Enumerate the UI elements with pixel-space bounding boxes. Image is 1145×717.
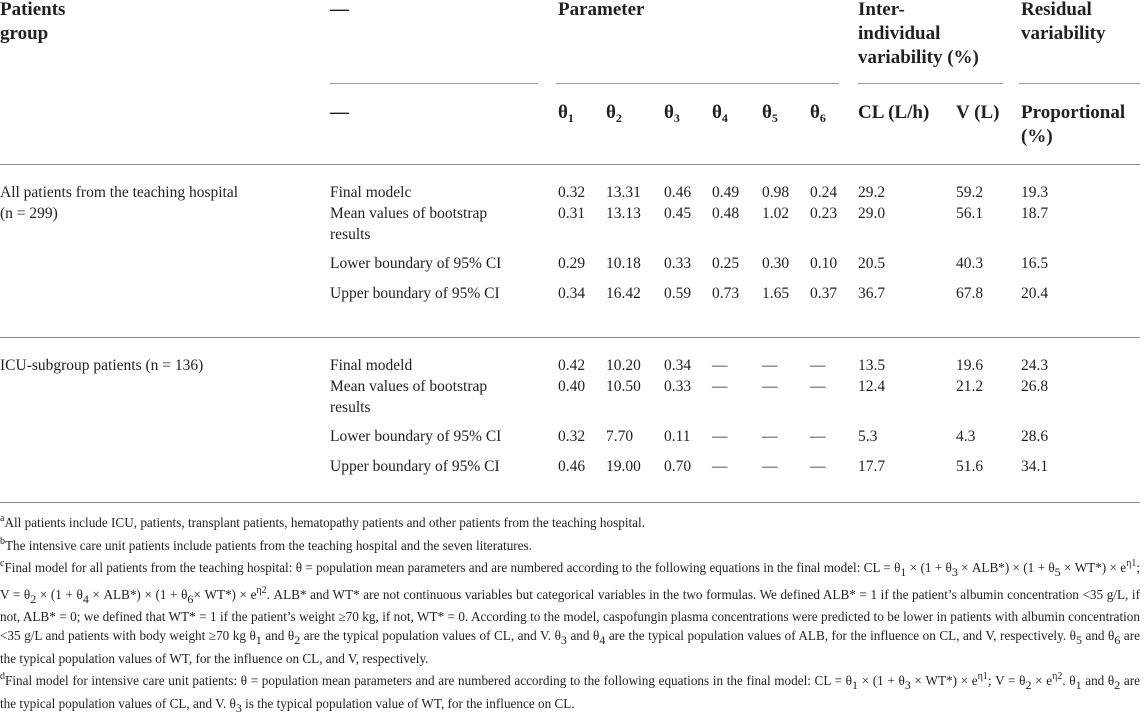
cell-t6: 0.24 — [810, 184, 838, 201]
cell-t6: — — [810, 428, 826, 445]
cell-t4: — — [712, 428, 728, 445]
header-proportional: Proportional (%) — [1021, 102, 1126, 147]
header-theta-4: $\theta_4$ — [712, 102, 728, 125]
rule-dash — [330, 83, 538, 84]
cell-v: 40.3 — [956, 255, 984, 272]
theta-symbol: θ — [712, 102, 722, 123]
cell-cl: 36.7 — [858, 285, 886, 302]
rule-group-separator — [0, 337, 1140, 338]
row-label: Upper boundary of 95% CI — [330, 458, 500, 475]
cell-t6: 0.23 — [810, 205, 838, 222]
cell-t5: 0.30 — [762, 255, 790, 272]
cell-res: 19.3 — [1021, 184, 1049, 201]
cell-res: 28.6 — [1021, 428, 1049, 445]
cell-res: 20.4 — [1021, 285, 1049, 302]
cell-t4: 0.25 — [712, 255, 740, 272]
cell-t5: — — [762, 428, 778, 445]
cell-t4: — — [712, 378, 728, 395]
cell-cl: 12.4 — [858, 378, 886, 395]
cell-res: 34.1 — [1021, 458, 1049, 475]
cell-t6: — — [810, 378, 826, 395]
cell-v: 51.6 — [956, 458, 984, 475]
cell-cl: 29.2 — [858, 184, 886, 201]
header-theta-2: $\theta_2$ — [606, 102, 622, 125]
row-label: Final modelc — [330, 184, 412, 201]
row-label: Lower boundary of 95% CI — [330, 428, 502, 445]
cell-t1: 0.29 — [558, 255, 586, 272]
cell-cl: 20.5 — [858, 255, 886, 272]
cell-t3: 0.11 — [664, 428, 691, 445]
cell-t3: 0.33 — [664, 255, 692, 272]
cell-t4: 0.49 — [712, 184, 740, 201]
cell-t2: 13.13 — [606, 205, 641, 222]
cell-t2: 19.00 — [606, 458, 641, 475]
footnotes — [0, 510, 1140, 717]
cell-t3: 0.46 — [664, 184, 692, 201]
cell-t6: 0.10 — [810, 255, 838, 272]
cell-v: 67.8 — [956, 285, 984, 302]
cell-t1: 0.40 — [558, 378, 586, 395]
row-label: Upper boundary of 95% CI — [330, 285, 500, 302]
cell-res: 24.3 — [1021, 357, 1049, 374]
cell-t3: 0.45 — [664, 205, 692, 222]
row-label: Mean values of bootstrap results — [330, 205, 488, 243]
theta-symbol: θ — [606, 102, 616, 123]
cell-t4: — — [712, 458, 728, 475]
cell-v: 59.2 — [956, 184, 984, 201]
cell-t2: 13.31 — [606, 184, 641, 201]
cell-t3: 0.59 — [664, 285, 692, 302]
cell-v: 19.6 — [956, 357, 984, 374]
header-theta-5: $\theta_5$ — [762, 102, 778, 125]
cell-cl: 29.0 — [858, 205, 886, 222]
footnote-a: $^a$All patients include ICU, patients, transplant patients, hematopathy patients and other patients from the teaching hospital. — [0, 513, 645, 530]
header-theta-6: $\theta_6$ — [810, 102, 826, 125]
header-theta-3: $\theta_3$ — [664, 102, 680, 125]
footnote-c: $^c$Final model for all patients from the teaching hospital: θ = population mean parameters and are numbered according to the following equations in the final model: CL = $\theta 1 \times (1 + \theta 3 \times ALB*) \times (1 + \theta 5 \times WT*) \times e^{\eta 1}$; $V = \theta 2 \times (1 + \theta 4 \times ALB*) \times (1 + \theta 6\times WT*) \times e^{\eta 2}$. ALB* and WT* are not continuous variables but categorical variables in the two formulas. We defined ALB* = 1 if the patient’s albumin concentration <35 g/L, if not, ALB* = 0; we defined that WT* = 1 if the patient’s weight ≥70 kg, if not, WT* = 0. According to the model, caspofungin plasma concentrations were predicted to be lower in patients with albumin concentration <35 g/L and patients with body weight ≥70 kg θ1 and θ2 are the typical population values of CL, and V. θ3 and θ4 are the typical population values of ALB, for the influence on CL, and V, respectively. θ5 and θ6 are the typical population values of WT, for the influence on CL, and V, respectively. — [0, 558, 1141, 666]
theta-symbol: θ — [810, 102, 820, 123]
cell-t5: 0.98 — [762, 184, 790, 201]
cell-t2: 10.50 — [606, 378, 641, 395]
cell-t4: 0.73 — [712, 285, 740, 302]
cell-cl: 5.3 — [858, 428, 878, 445]
cell-res: 16.5 — [1021, 255, 1049, 272]
cell-t1: 0.31 — [558, 205, 586, 222]
footnote-b: $^b$The intensive care unit patients include patients from the teaching hospital and the seven literatures. — [0, 535, 532, 553]
row-label: Lower boundary of 95% CI — [330, 255, 502, 272]
header-v: V (L) — [956, 102, 1000, 123]
cell-res: 26.8 — [1021, 378, 1049, 395]
header-parameter: Parameter — [558, 0, 645, 20]
cell-t6: — — [810, 458, 826, 475]
cell-v: 4.3 — [956, 428, 976, 445]
cell-t2: 10.18 — [606, 255, 641, 272]
rule-iiv — [858, 83, 1003, 84]
row-label: Final modeld — [330, 357, 413, 374]
cell-t4: — — [712, 357, 728, 374]
cell-t5: — — [762, 458, 778, 475]
cell-t1: 0.34 — [558, 285, 586, 302]
cell-v: 56.1 — [956, 205, 984, 222]
cell-t3: 0.70 — [664, 458, 692, 475]
row-label: Mean values of bootstrap results — [330, 378, 488, 416]
theta-symbol: θ — [558, 102, 568, 123]
cell-t2: 10.20 — [606, 357, 641, 374]
cell-res: 18.7 — [1021, 205, 1049, 222]
cell-t1: 0.32 — [558, 184, 586, 201]
theta-symbol: θ — [664, 102, 674, 123]
rule-header-bottom — [0, 164, 1140, 165]
header-residual: Residual variability — [1021, 0, 1106, 44]
cell-t1: 0.32 — [558, 428, 586, 445]
cell-v: 21.2 — [956, 378, 984, 395]
cell-t6: 0.37 — [810, 285, 838, 302]
rule-residual — [1019, 83, 1140, 84]
header-cl: CL (L/h) — [858, 102, 930, 123]
rule-parameter — [556, 83, 839, 84]
cell-t4: 0.48 — [712, 205, 740, 222]
cell-t6: — — [810, 357, 826, 374]
header-iiv: Inter- individual variability (%) — [858, 0, 979, 68]
cell-t1: 0.46 — [558, 458, 586, 475]
cell-t5: 1.65 — [762, 285, 790, 302]
cell-t5: — — [762, 378, 778, 395]
header-theta-1: $\theta_1$ — [558, 102, 574, 125]
header-patients-group: Patients group — [0, 0, 66, 44]
cell-t2: 7.70 — [606, 428, 634, 445]
header-dash-top: — — [330, 0, 349, 20]
cell-cl: 17.7 — [858, 458, 886, 475]
rule-table-bottom — [0, 502, 1140, 503]
cell-t3: 0.33 — [664, 378, 692, 395]
group-label-all-patients: All patients from the teaching hospital (n = 299) — [0, 184, 239, 222]
group-label-icu: ICU-subgroup patients (n = 136) — [0, 357, 204, 374]
cell-cl: 13.5 — [858, 357, 886, 374]
cell-t2: 16.42 — [606, 285, 641, 302]
theta-symbol: θ — [762, 102, 772, 123]
cell-t1: 0.42 — [558, 357, 586, 374]
cell-t3: 0.34 — [664, 357, 692, 374]
footnote-d: $^d$Final model for intensive care unit patients: θ = population mean parameters and are numbered according to the following equations in the final model: CL = $\theta 1 \times (1 + \theta 3 \times WT*) \times e^{\eta 1}$; $V = \theta 2 \times e^{\eta 2}$. θ1 and θ2 are the typical population values of CL, and V. θ3 is the typical population value of WT, for the influence on CL. — [0, 671, 1140, 715]
cell-t5: — — [762, 357, 778, 374]
cell-t5: 1.02 — [762, 205, 790, 222]
header-dash-sub: — — [330, 102, 349, 123]
